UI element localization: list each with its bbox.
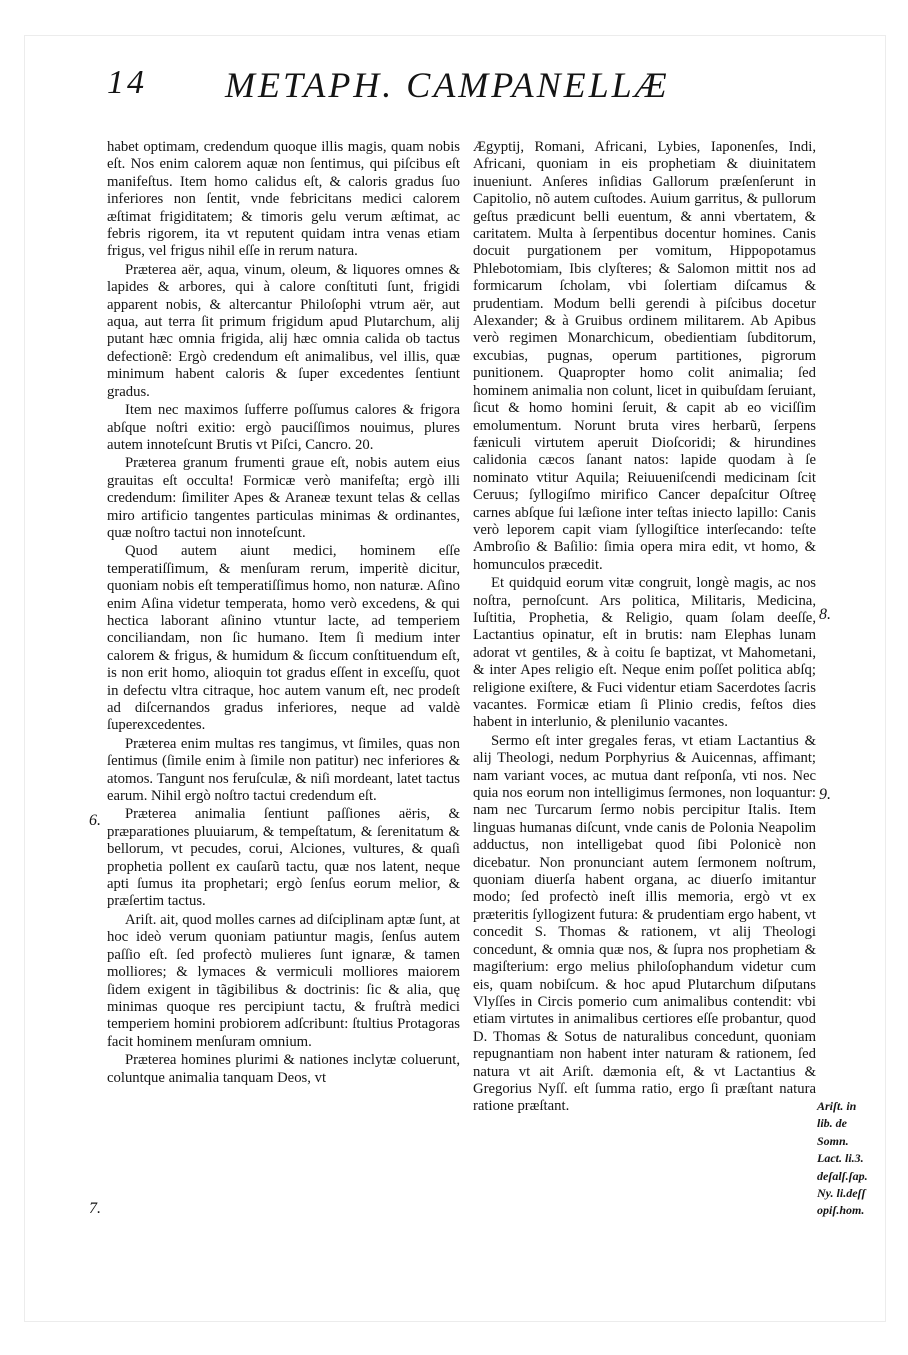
margin-number: 6.: [89, 812, 101, 829]
margin-number: 9.: [819, 786, 831, 803]
paragraph: Item nec maximos ſufferre poſſumus calores & frigora abſque noſtri exitio: ergò pauciſſimos nouimus, plures autem innoteſcunt Brutis vt Piſci, Cancro. 20.: [107, 402, 460, 453]
running-title: METAPH. CAMPANELLÆ: [225, 65, 670, 105]
paragraph: habet optimam, credendum quoque illis magis, quam nobis eſt. Nos enim calorem aquæ non ſentimus, qui piſcibus eſt manifeſtus. Item homo calidus eſt, & caloris gradus ſuo inferiores non ſentit, vnde febricitans medici calorem æſtimat frigiditatem; & timoris gelu verum æſtimat, ac febris rigorem, ita vt reputent quidam intra venas etiam frigus, vel frigus nihil eſſe in rerum natura.: [107, 139, 460, 260]
page-header: [107, 64, 855, 114]
paragraph: Quod autem aiunt medici, hominem eſſe temperatiſſimum, & menſuram rerum, imperitè dicitur, quoniam nobis eſt temperatiſſimus homo, non naturæ. Aſino enim Aſina videtur temperata, homo verò excedens, & qui hectica laborant aſinino vtuntur lacte, ad temperiem conciliandam, non ſic humano. Item ſi medium inter calorem & frigus, & humidum & ſiccum conſtituendum eſt, is non erit homo, alioquin tot gradus eſſent in exceſſu, quot in defectu vltra citraque, hoc autem vanum eſt, nec prodeſt ad diſcernandos gradus inferiores, neque ad valdè ſuperexcedentes.: [107, 543, 460, 734]
left-column: [107, 139, 460, 1087]
book-page: [24, 35, 886, 1322]
paragraph: Præterea aër, aqua, vinum, oleum, & liquores omnes & lapides & arbores, qui à calore conſtituti ſunt, frigidi apparent nobis, & altercantur Philoſophi vtrum aër, aut aqua, aut terra ſit primum frigidum apud Plutarchum, alij putant hæc omnia frigida, alij hæc omnia calida ob tactus defectionẽ: Ergò credendum eſt animalibus, vel illis, quæ minimum habent caloris & ſuper excedentes ſentiunt gradus.: [107, 261, 460, 400]
paragraph: Et quidquid eorum vitæ congruit, longè magis, ac nos noſtra, pernoſcunt. Ars politica, Militaris, Medicina, Iuſtitia, Prophetia, & Religio, quam ſolam deeſſe, Lactantius opinatur, eſt in brutis: nam Elephas lunam adorat vt gentiles, & à coitu ſe baptizat, vt Mahometani, & inter Apes religio eſt. Neque enim poſſet politica abſq; religione exiſtere, & Fuci videntur etiam Sacerdotes ſacris vacantes. Formicæ etiam ſi Plinio credis, feſtos dies habent in interlunio, & plenilunio vacantes.: [473, 575, 816, 731]
paragraph: Sermo eſt inter gregales feras, vt etiam Lactantius & alij Theologi, nedum Porphyrius & Auicennas, affimant; nam variant voces, ac mutua dant reſponſa, vti nos. Nec quia nos eorum non intelligimus ſermones, non loquantur: nam nec Turcarum ſermo nobis percipitur Italis. Item linguas humanas diſcunt, vnde canis de Polonia Neapolim adductus, non intelligebat quod ſibi Polonicè non dicebatur. Non pronunciant autem ſermonem noſtrum, quoniam diuerſa habent organa, ac diuerſo imitantur modo; ſed profectò ineſt illis memoria, ergò vt ex præteritis ſyllogizent futura: & prudentiam ergo habent, vt concedit S. Thomas & rationem, vt alij Theologi concedunt, & omnia quæ nos, & ſupra nos prophetiam & magiſterium: ergo melius philoſophandum videtur cum eis, quam nobiſcum. & hoc apud Plutarchum diſputans Vlyſſes in Circis pomerio cum animalibus contendit: vbi etiam virtutes in animalibus certiores eſſe probantur, quod D. Thomas & Sotus de naturalibus concedunt, quoniam repugnantiam non habent inter naturam & rationem, ſed natura vt ait Ariſt. dæmonia eſt, & vt Lactantius & Gregorius Nyſſ. eſt ſumma ratio, ergo ſi præſtant natura ratione præſtant.: [473, 732, 816, 1115]
marginal-citation: Ariſt. in lib. de Somn. Lact. li.3. deſalſ.ſap. Ny. li.deſſ opiſ.hom.: [817, 1099, 868, 1218]
right-column: [473, 139, 816, 1116]
page-number: 14: [107, 64, 147, 101]
paragraph: Præterea granum frumenti graue eſt, nobis autem eius grauitas eſt occulta! Formicæ verò manifeſta; ergò illi credendum: ſimiliter Apes & Araneæ texunt telas & cellas miro artificio tangentes particulas minimas & ordinantes, quæ noſtro tactui non innoteſcunt.: [107, 455, 460, 541]
margin-number: 7.: [89, 1200, 101, 1217]
paragraph: Præterea enim multas res tangimus, vt ſimiles, quas non ſentimus (ſimile enim à ſimile non patitur) nec inferiores & atomos. Tangunt nos feruſculæ, & niſi mordeant, latet tactus earum. Nihil ergò noſtro tactui credendum eſt.: [107, 735, 460, 805]
paragraph: Præterea homines plurimi & nationes inclytæ coluerunt, coluntque animalia tanquam Deos, vt: [107, 1052, 460, 1086]
paragraph: Præterea animalia ſentiunt paſſiones aëris, & præparationes pluuiarum, & tempeſtatum, & ſerenitatum & bellorum, vt pecudes, corui, Alciones, vultures, & quaſi prophetia pollent ex cauſarũ tactu, quæ nos latent, neque apti ſumus ita prophetari; ergò ſenſus eorum melior, & præſertim tactus.: [107, 806, 460, 910]
paragraph: Ægyptij, Romani, Africani, Lybies, Iaponenſes, Indi, Africani, quoniam in eis prophetiam & diuinitatem inueniunt. Anſeres inſidias Gallorum præſenſerunt in Capitolio, nõ autem cuſtodes. Auium garritus, & pullorum geſtus prædicunt belli euentum, & anni vbertatem, & caritatem. Multa à ſerpentibus docentur homines. Canis docuit purgationem per vomitum, Hippopotamus Phlebotomiam, Ibis clyſteres; & Salomon mittit nos ad formicarum ſcholam, vbi ſolertiam diſcamus & prudentiam. Modum belli gerendi à piſcibus docetur Alexander; & à Gruibus ordinem militarem. Ab Apibus verò regimen Monarchicum, obedientiam ſubditorum, excubias, pugnas, operum partitiones, pigrorum punitionem. Quapropter homo colit animalia; ſed hominem animalia non colunt, licet in quibuſdam ſeruiant, ſicut & homo homini ſeruit, & capit ab eo viciſſim emolumentum. Norunt bruta vires herbarũ, ſerpens fæniculi virtutem aperuit Dioſcoridi; & hirundines calidonia cæcos ſanant natos: lapide quodam à ſe nominato vtitur Aquila; Reiuueniſcendi medicinam ſcit Ceruus; ſyllogiſmo mirifico Cancer depaſcitur Oſtreę carnes abſque ſui læſione inter teſtas iniecto lapillo: Canis verò leporem capit viam ſyllogiſtice interſecando: teſte Ambroſio & Baſilio: ſimia opera mira edit, vt homo, & homunculos præcedit.: [473, 139, 816, 573]
margin-number: 8.: [819, 606, 831, 623]
paragraph: Ariſt. ait, quod molles carnes ad diſciplinam aptæ ſunt, at hoc ideò verum quoniam patiuntur magis, ſenſus autem paſſio eſt. ſed profectò mulieres ſunt ignaræ, & tamen molliores; & lymaces & vermiculi molliores maiorem ſidem exigent in tãgibilibus & doctrinis: ſic & alia, quę minimas quoque res percipiunt tactu, & fruſtrà medici temperiem homini probiorem adſcribunt: ſtultius Protagoras facit hominem menſuram omnium.: [107, 911, 460, 1050]
